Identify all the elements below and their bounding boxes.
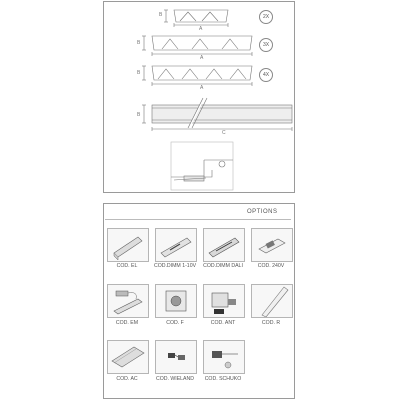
ballast-icon	[108, 229, 148, 261]
option-el-thumbnail[interactable]	[107, 228, 149, 262]
option-dimm-110v-label: COD.DIMM 1-10V	[153, 263, 197, 269]
quantity-badge-4x: 4X	[259, 68, 273, 82]
dimension-c-label: C	[222, 130, 226, 136]
schuko-plug-icon	[204, 341, 244, 373]
option-ant-label: COD. ANT	[210, 320, 236, 326]
option-r-thumbnail[interactable]	[251, 284, 293, 318]
option-f-label: COD. F	[166, 320, 184, 326]
option-dimm-dali-label: COD.DIMM DALI	[203, 263, 243, 269]
option-em-thumbnail[interactable]	[107, 284, 149, 318]
option-240v-label: COD. 240V	[257, 263, 285, 269]
option-240v-thumbnail[interactable]	[251, 228, 293, 262]
option-dimm-110v-thumbnail[interactable]	[155, 228, 197, 262]
quantity-badge-2x: 2X	[259, 10, 273, 24]
option-wieland-label: COD. WIELAND	[155, 376, 195, 382]
dimension-b-label: B	[137, 40, 141, 46]
mounting-section-detail	[171, 142, 233, 190]
dimension-b-label: B	[137, 70, 141, 76]
option-schuko-thumbnail[interactable]	[203, 340, 245, 374]
fixture-3x-drawing	[142, 36, 252, 56]
option-ant-thumbnail[interactable]	[203, 284, 245, 318]
acrylic-cover-icon	[108, 341, 148, 373]
option-dimm-dali-thumbnail[interactable]	[203, 228, 245, 262]
rail-icon	[252, 285, 292, 317]
dimension-a-label: A	[200, 85, 204, 91]
option-r-label: COD. R	[261, 320, 281, 326]
option-em-label: COD. EM	[115, 320, 139, 326]
option-ac-label: COD. AC	[116, 376, 138, 382]
dimension-b-label: B	[159, 12, 163, 18]
dimension-drawing-panel	[103, 1, 295, 193]
fuse-icon	[156, 285, 196, 317]
option-ac-thumbnail[interactable]	[107, 340, 149, 374]
anti-panic-icon	[204, 285, 244, 317]
fixture-4x-drawing	[142, 66, 252, 86]
options-divider	[105, 219, 291, 220]
options-title: OPTIONS	[247, 209, 278, 215]
dimension-b-label: B	[137, 112, 141, 118]
option-schuko-label: COD. SCHUKO	[204, 376, 242, 382]
option-wieland-thumbnail[interactable]	[155, 340, 197, 374]
driver-240v-icon	[252, 229, 292, 261]
option-el-label: COD. EL	[116, 263, 138, 269]
emergency-kit-icon	[108, 285, 148, 317]
fixture-2x-drawing	[164, 10, 228, 27]
dali-ballast-icon	[204, 229, 244, 261]
option-f-thumbnail[interactable]	[155, 284, 197, 318]
continuous-row-drawing	[142, 98, 292, 131]
quantity-badge-3x: 3X	[259, 38, 273, 52]
dimension-a-label: A	[200, 55, 204, 61]
dimmable-ballast-icon	[156, 229, 196, 261]
dimension-a-label: A	[199, 26, 203, 32]
wieland-connector-icon	[156, 341, 196, 373]
